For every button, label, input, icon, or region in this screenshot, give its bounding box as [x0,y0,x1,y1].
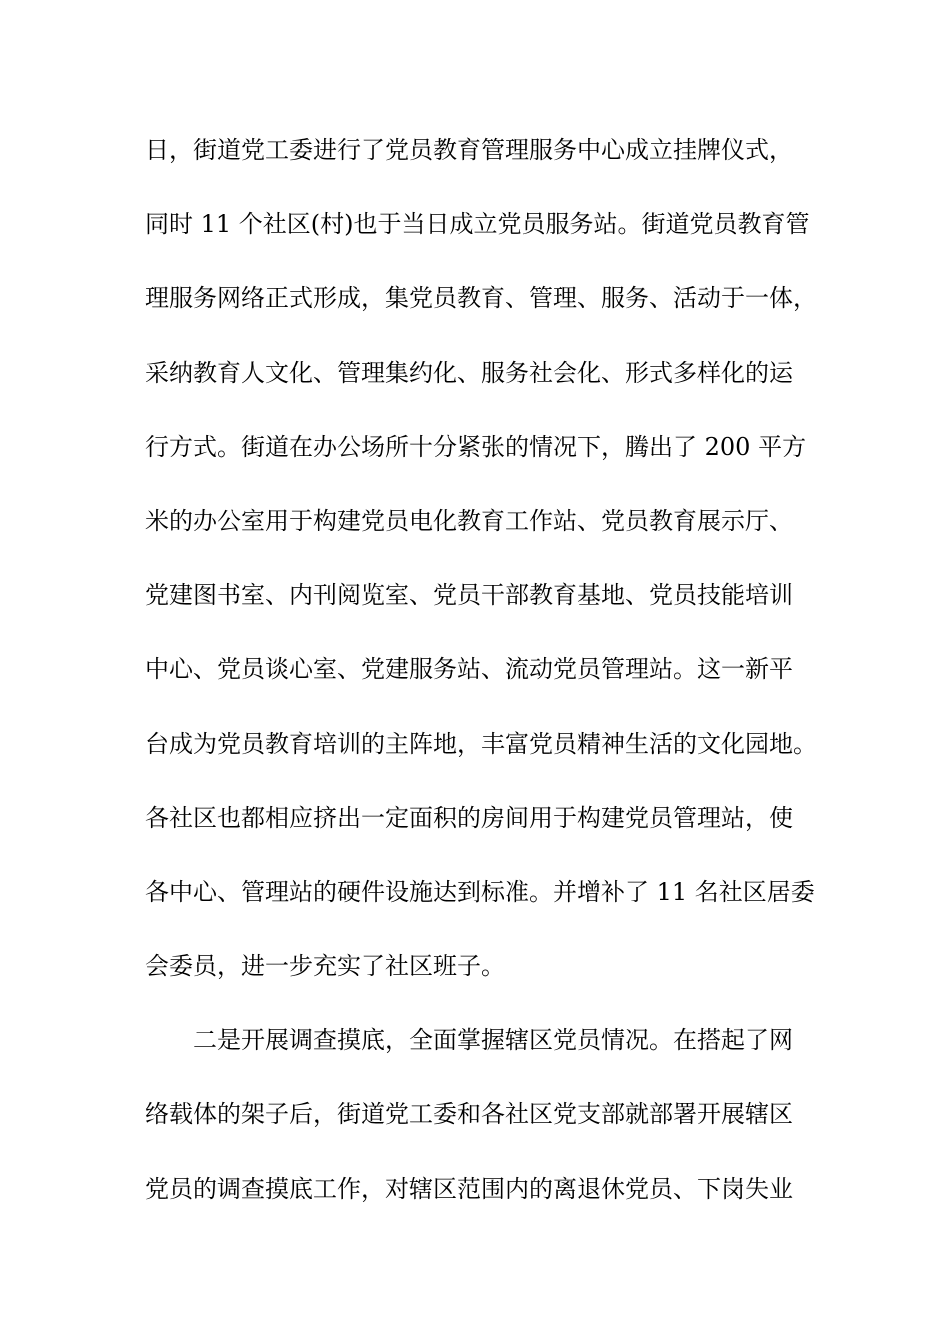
text-line-11: 各中心、管理站的硬件设施达到标准。并增补了 11 名社区居委 [145,877,815,906]
text-line-2: 同时 11 个社区(村)也于当日成立党员服务站。街道党员教育管 [145,210,810,239]
text-line-15: 党员的调查摸底工作，对辖区范围内的离退休党员、下岗失业 [145,1174,793,1203]
text-line-6: 米的办公室用于构建党员电化教育工作站、党员教育展示厅、 [145,506,793,535]
text-line-3: 理服务网络正式形成，集党员教育、管理、服务、活动于一体， [145,284,817,313]
text-line-1: 日，街道党工委进行了党员教育管理服务中心成立挂牌仪式， [145,136,793,164]
text-line-4: 采纳教育人文化、管理集约化、服务社会化、形式多样化的运 [145,358,793,387]
text-line-7: 党建图书室、内刊阅览室、党员干部教育基地、党员技能培训 [145,581,793,610]
text-line-14: 络载体的架子后，街道党工委和各社区党支部就部署开展辖区 [145,1100,793,1129]
text-line-10: 各社区也都相应挤出一定面积的房间用于构建党员管理站，使 [145,803,793,832]
text-line-9: 台成为党员教育培训的主阵地，丰富党员精神生活的文化园地。 [145,729,817,758]
text-line-8: 中心、党员谈心室、党建服务站、流动党员管理站。这一新平 [145,655,793,684]
text-line-12: 会委员，进一步充实了社区班子。 [145,952,505,981]
text-line-5: 行方式。街道在办公场所十分紧张的情况下，腾出了 200 平方 [145,432,807,461]
text-line-13: 二是开展调查摸底，全面掌握辖区党员情况。在搭起了网 [193,1026,793,1055]
body-text [145,126,825,1239]
